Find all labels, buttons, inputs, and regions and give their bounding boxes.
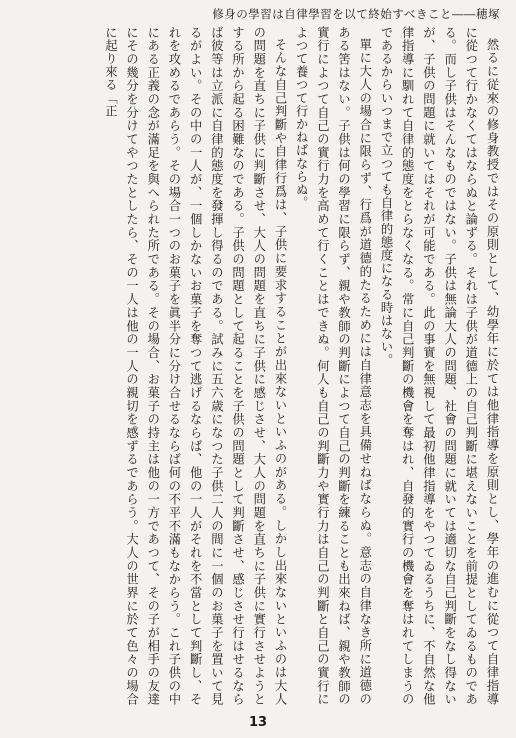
paragraph-1: 然るに従來の修身教授ではその原則として、幼學年に於ては他律指導を原則とし、學年の進むに從つて自律指導に從つて行かなくてはならぬと論ずる。それは子供が道德上の自己判斷に堪えないことを前提としてゐるものである。而し子供はそんなものではない。子供は無論大人の問題、社會の問題に就いては適切な自己判斷をなし得ないが、子供の問題に就いてはそれが可能である。此の事實を無視して最初他律指導をやつてゐるうちに、不自然な他律指導に馴れて自律的態度をとらなくなる。常に自己判斷の機會を奪はれ、自發的實行の機會を奪はれてしまうのであるからいつまで立つても自律的態度になる時はない。 [378, 26, 499, 706]
vertical-body-text [10, 26, 502, 706]
paragraph-3: そんな自己判斷や自律行爲は、子供に要求することが出來ないといふのがある。しかし出來ないといふのは大人の問題を直ちに子供に判斷させ、大人の問題を直ちに子供に感じさせ、大人の問題を直ちに子供に實行させようとする所から起る困難なのである。子供の問題として起ることを子供の問題として判斷させ、感じさせ行はせるならば彼等は立派に自律的態度を發揮し得るのである。試みに五六歳になつた子供二人の間に一個のお菓子を置いて見るがよい。その中の一人が、一個しかないお菓子を奪つて逃げるならば、他の一人がそれを不當として判斷し、それを攻めるであらう。その場合一つのお菓子を眞半分に分け合せるならば何の不平不滿もなからう。これ子供の中にある正義の念が滿足を與へられた所である。その場合、お菓子の持主は他の一方であつて、その子が相手の友達にその幾分を分けてやつたとしたら、その一人は他の一人の親切を感ずるであらう。大人の世界に於て色々の場合に起り來る「正 [103, 26, 287, 706]
running-header: 修身の學習は自律學習を以て終始すべきこと――穂塚 [212, 7, 500, 21]
paragraph-2: 單に大人の場合に限らず、行爲が道德的たるためには自律意志を具備せねばならぬ。意志の自律なき所に道德のある筈はない。子供は何の學習に限らず、親や教師の判斷によつて自己の判斷を練ることも出來ねば、親や教師の實行によつて自己の實行力を高めて行くことはできぬ。何人も自己の判斷力や實行力は自己の判斷と自己の實行によつて養つて行かねばならぬ。 [294, 26, 372, 706]
page-number: 13 [248, 715, 268, 730]
